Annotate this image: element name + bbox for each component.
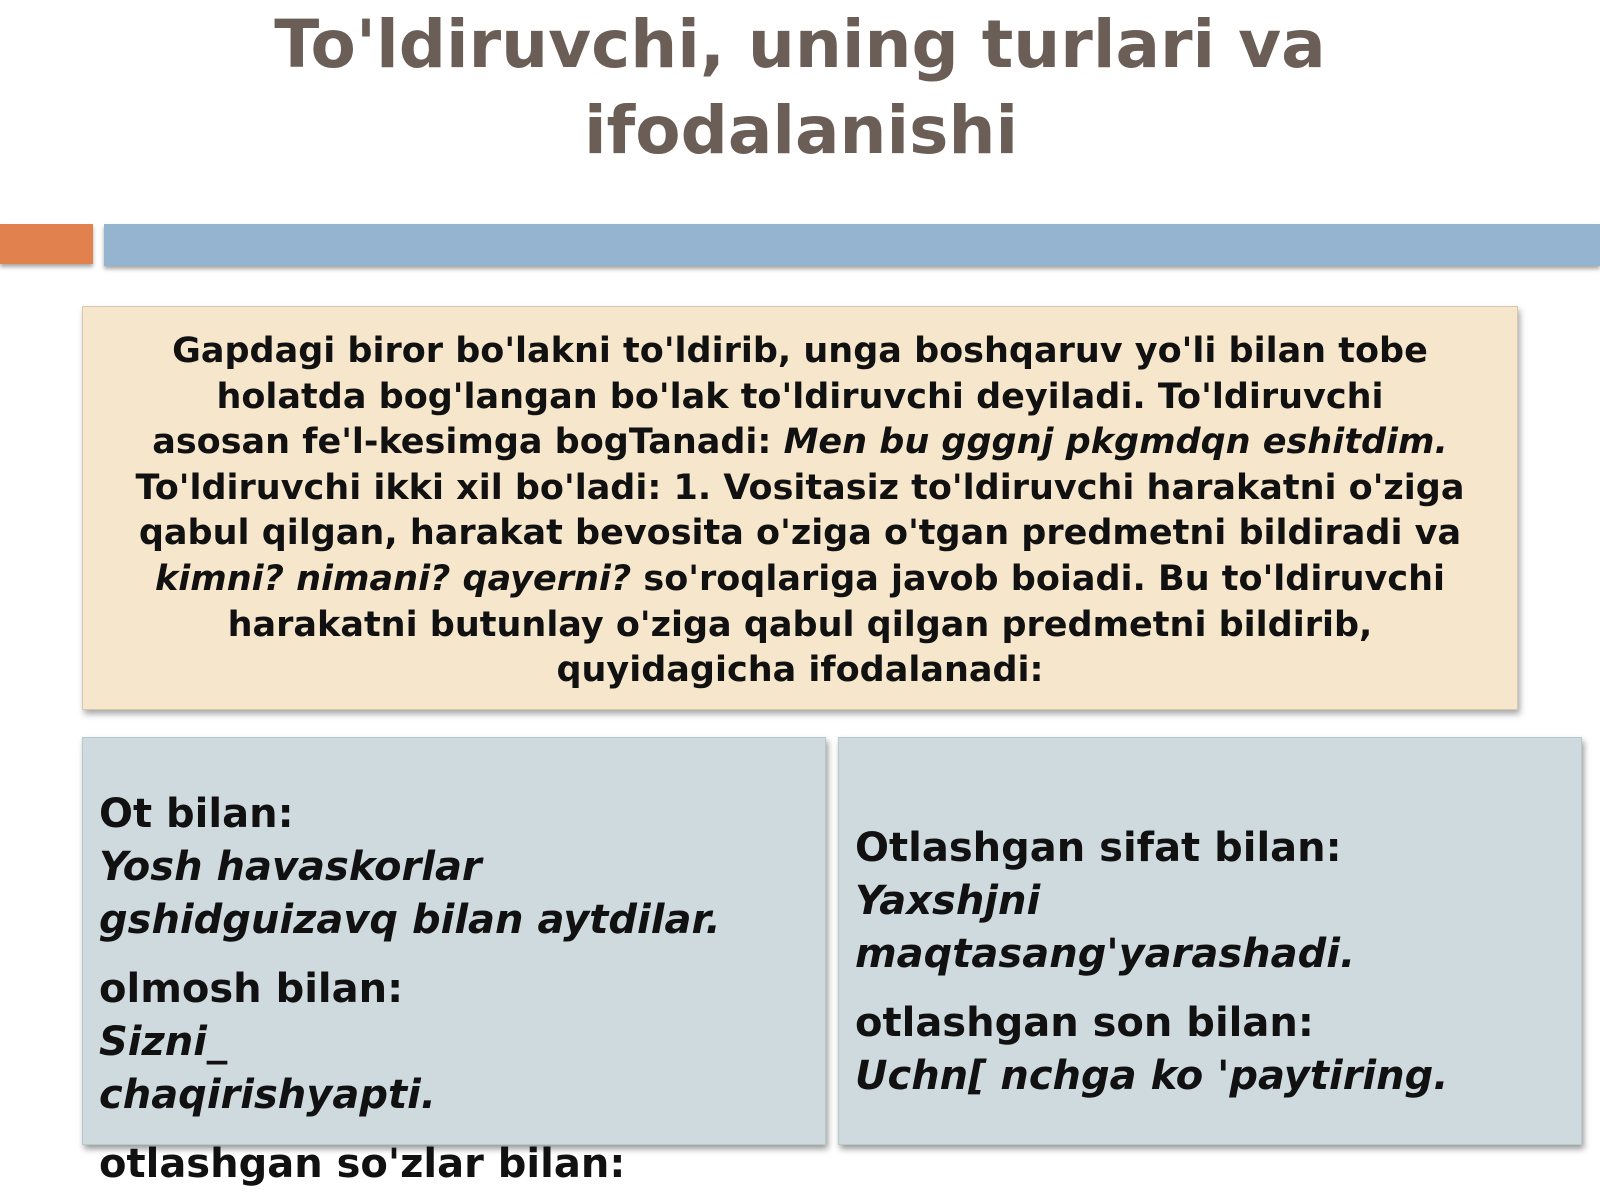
definition-line: harakatni butunlay o'ziga qabul qilgan predmetni bildirib, (227, 604, 1373, 645)
example-item-numeral (855, 997, 1565, 1103)
example-sentence: Yosh havaskorlar (99, 844, 482, 890)
definition-line (95, 557, 1505, 603)
title-rule-bar (104, 224, 1600, 266)
example-sentence: maqtasang'yarashadi. (855, 931, 1356, 977)
definition-box (82, 306, 1518, 710)
definition-line (95, 420, 1505, 466)
example-line (99, 1069, 809, 1122)
right-examples-panel (838, 737, 1582, 1145)
definition-line: Gapdagi biror bo'lakni to'ldirib, unga boshqaruv yo'li bilan tobe (172, 331, 1428, 371)
example-sentence: Yaxshjni (855, 878, 1041, 924)
slide-title-line-1: To'ldiruvchi, uning turlari va (274, 6, 1326, 83)
example-label: Ot bilan: (99, 791, 294, 837)
example-line (99, 894, 809, 947)
definition-text: so'roqlariga javob boiadi. Bu to'ldiruvchi (631, 558, 1445, 599)
example-sentence: Sizni_ (99, 1019, 227, 1065)
definition-line: quyidagicha ifodalanadi: (556, 650, 1044, 691)
definition-questions: kimni? nimani? qayerni? (155, 558, 632, 599)
definition-example: Men bu gggnj pkgmdqn eshitdim. (783, 422, 1448, 463)
definition-line: holatda bog'langan bo'lak to'ldiruvchi deyiladi. To'ldiruvchi (216, 376, 1384, 417)
example-item-pronoun (99, 963, 809, 1122)
example-label: olmosh bilan: (99, 966, 404, 1012)
example-line (99, 963, 809, 1069)
example-sentence: gshidguizavq bilan aytdilar. (99, 897, 721, 943)
definition-line: qabul qilgan, harakat bevosita o'ziga o'tgan predmetni bildiradi va (138, 513, 1462, 554)
example-sentence: chaqirishyapti. (99, 1072, 436, 1118)
definition-line: To'ldiruvchi ikki xil bo'ladi: 1. Vositasiz to'ldiruvchi harakatni o'ziga (135, 467, 1465, 508)
example-item-adjective (855, 822, 1565, 981)
slide-title (0, 2, 1600, 174)
example-line (99, 788, 809, 894)
example-line (855, 822, 1565, 928)
definition-text: asosan fe'l-kesimga bogTanadi: (152, 422, 784, 463)
example-item-noun (99, 788, 809, 947)
accent-bar (0, 224, 93, 264)
example-sentence: Uchn[ nchga ko 'paytiring. (855, 1053, 1449, 1099)
example-line (855, 1050, 1565, 1103)
example-label: otlashgan so'zlar bilan: (99, 1141, 626, 1187)
slide-title-line-2: ifodalanishi (583, 92, 1019, 169)
example-label: otlashgan son bilan: (855, 1000, 1314, 1046)
example-label: Otlashgan sifat bilan: (855, 825, 1342, 871)
left-examples-panel (82, 737, 826, 1187)
example-line (855, 928, 1565, 981)
example-item-substantivized (99, 1138, 809, 1191)
